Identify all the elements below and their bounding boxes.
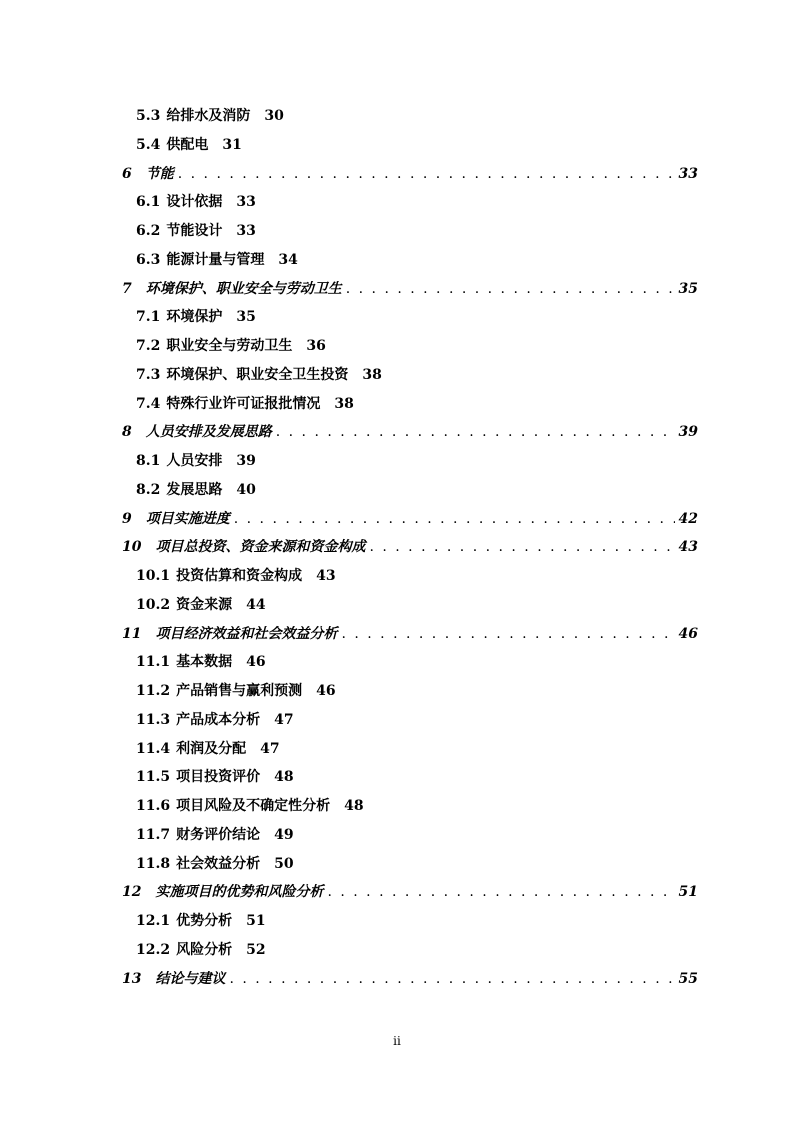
toc-entry-title: 基本数据	[176, 654, 233, 671]
dot-leader	[346, 278, 675, 300]
dot-leader	[234, 508, 675, 530]
toc-entry-number: 10.1	[136, 568, 171, 584]
toc-entry-page: 52	[246, 941, 266, 958]
toc-section-entry[interactable]	[136, 594, 266, 616]
toc-section-entry[interactable]	[136, 824, 294, 846]
dot-leader	[369, 536, 674, 558]
toc-section-entry[interactable]	[136, 191, 256, 213]
toc-entry-page: 34	[278, 251, 298, 268]
toc-entry-title: 产品成本分析	[176, 711, 261, 728]
toc-entry-page: 35	[678, 280, 698, 297]
toc-entry-number: 6.3	[136, 251, 161, 268]
toc-entry-number: 6	[122, 165, 132, 182]
toc-entry-title: 项目投资评价	[176, 769, 261, 786]
toc-entry-title: 结论与建议	[155, 970, 226, 987]
toc-section-entry[interactable]	[136, 651, 266, 673]
toc-section-entry[interactable]	[136, 306, 256, 328]
toc-chapter-entry[interactable]	[122, 881, 698, 903]
toc-entry-number: 11	[122, 625, 142, 642]
toc-entry-number: 10	[122, 539, 142, 556]
dot-leader	[327, 881, 674, 903]
toc-entry-page: 33	[678, 165, 698, 182]
toc-entry-page: 30	[264, 108, 284, 124]
toc-entry-title: 财务评价结论	[176, 826, 261, 843]
toc-entry-title: 给排水及消防	[166, 108, 251, 124]
toc-chapter-entry[interactable]	[122, 536, 698, 558]
toc-entry-page: 42	[678, 510, 698, 527]
toc-chapter-entry[interactable]	[122, 278, 698, 300]
toc-entry-page: 35	[236, 309, 256, 326]
toc-section-entry[interactable]	[136, 105, 284, 127]
toc-entry-title: 环境保护	[166, 309, 223, 326]
toc-entry-number: 11.5	[136, 769, 171, 786]
toc-section-entry[interactable]	[136, 565, 336, 587]
toc-section-entry[interactable]	[136, 766, 294, 788]
toc-entry-page: 33	[236, 194, 256, 211]
toc-entry-number: 11.3	[136, 711, 171, 728]
toc-entry-title: 人员安排	[166, 453, 223, 469]
toc-entry-page: 43	[316, 568, 336, 584]
toc-entry-page: 39	[236, 453, 256, 469]
toc-entry-title: 人员安排及发展思路	[145, 424, 272, 441]
toc-entry-title: 实施项目的优势和风险分析	[155, 884, 324, 901]
toc-entry-page: 49	[274, 826, 294, 843]
toc-entry-title: 供配电	[166, 136, 209, 153]
toc-entry-page: 36	[306, 338, 326, 354]
toc-entry-page: 47	[260, 740, 280, 757]
toc-entry-title: 特殊行业许可证报批情况	[166, 395, 321, 412]
toc-entry-number: 9	[122, 510, 132, 527]
toc-entry-title: 设计依据	[166, 194, 223, 211]
toc-entry-title: 利润及分配	[176, 740, 247, 757]
toc-entry-number: 11.4	[136, 740, 171, 757]
toc-section-entry[interactable]	[136, 220, 256, 242]
toc-chapter-entry[interactable]	[122, 421, 698, 443]
toc-section-entry[interactable]	[136, 709, 294, 731]
toc-entry-page: 31	[222, 136, 242, 153]
toc-entry-page: 46	[316, 683, 336, 699]
toc-section-entry[interactable]	[136, 249, 298, 271]
toc-entry-title: 投资估算和资金构成	[176, 568, 303, 584]
toc-entry-number: 12.2	[136, 941, 171, 958]
toc-entry-title: 社会效益分析	[176, 855, 261, 872]
dot-leader	[341, 623, 674, 645]
toc-entry-title: 项目总投资、资金来源和资金构成	[155, 539, 366, 556]
toc-entry-number: 5.3	[136, 108, 161, 124]
toc-chapter-entry[interactable]	[122, 968, 698, 990]
toc-entry-page: 51	[246, 913, 266, 929]
toc-section-entry[interactable]	[136, 910, 266, 932]
toc-section-entry[interactable]	[136, 479, 256, 501]
toc-entry-page: 38	[334, 395, 354, 412]
toc-entry-number: 6.1	[136, 194, 161, 211]
toc-entry-page: 38	[362, 366, 382, 383]
toc-section-entry[interactable]	[136, 393, 354, 415]
toc-entry-page: 44	[246, 596, 266, 613]
toc-entry-page: 39	[678, 424, 698, 441]
toc-section-entry[interactable]	[136, 738, 280, 760]
toc-entry-number: 6.2	[136, 223, 161, 239]
toc-entry-page: 50	[274, 855, 294, 872]
dot-leader	[229, 968, 674, 990]
page-number: ii	[393, 1034, 401, 1048]
toc-entry-page: 46	[246, 654, 266, 671]
toc-entry-page: 48	[344, 798, 364, 814]
toc-entry-number: 12	[122, 884, 142, 901]
toc-entry-number: 13	[122, 970, 142, 987]
toc-entry-number: 11.1	[136, 654, 171, 671]
toc-chapter-entry[interactable]	[122, 508, 698, 530]
dot-leader	[178, 163, 675, 185]
toc-entry-page: 55	[678, 970, 698, 987]
toc-chapter-entry[interactable]	[122, 163, 698, 185]
toc-entry-number: 8.1	[136, 453, 161, 469]
toc-entry-page: 43	[678, 539, 698, 556]
toc-section-entry[interactable]	[136, 939, 266, 961]
toc-entry-title: 环境保护、职业安全与劳动卫生	[145, 280, 342, 297]
toc-entry-title: 风险分析	[176, 941, 233, 958]
toc-entry-number: 11.6	[136, 798, 171, 814]
toc-entry-number: 7.3	[136, 366, 161, 383]
toc-entry-title: 环境保护、职业安全卫生投资	[166, 366, 349, 383]
dot-leader	[276, 421, 675, 443]
toc-entry-title: 优势分析	[176, 913, 233, 929]
toc-section-entry[interactable]	[136, 853, 294, 875]
toc-entry-number: 7.1	[136, 309, 161, 326]
toc-entry-number: 11.2	[136, 683, 171, 699]
toc-entry-title: 资金来源	[176, 596, 233, 613]
toc-section-entry[interactable]	[136, 795, 364, 817]
toc-entry-title: 项目风险及不确定性分析	[176, 798, 331, 814]
toc-entry-number: 8	[122, 424, 132, 441]
toc-entry-page: 47	[274, 711, 294, 728]
toc-entry-number: 10.2	[136, 596, 171, 613]
toc-section-entry[interactable]	[136, 134, 242, 156]
toc-section-entry[interactable]	[136, 680, 336, 702]
toc-entry-number: 7	[122, 280, 132, 297]
toc-entry-page: 46	[678, 625, 698, 642]
toc-entry-page: 33	[236, 223, 256, 239]
toc-entry-number: 7.2	[136, 338, 161, 354]
toc-section-entry[interactable]	[136, 335, 326, 357]
toc-entry-number: 11.7	[136, 826, 171, 843]
toc-entry-number: 5.4	[136, 136, 161, 153]
toc-entry-page: 51	[678, 884, 698, 901]
toc-chapter-entry[interactable]	[122, 623, 698, 645]
toc-entry-page: 40	[236, 481, 256, 498]
toc-entry-title: 发展思路	[166, 481, 223, 498]
toc-entry-title: 职业安全与劳动卫生	[166, 338, 293, 354]
toc-section-entry[interactable]	[136, 450, 256, 472]
toc-section-entry[interactable]	[136, 364, 382, 386]
toc-entry-title: 项目经济效益和社会效益分析	[155, 625, 338, 642]
toc-entry-number: 7.4	[136, 395, 161, 412]
toc-entry-number: 11.8	[136, 855, 171, 872]
toc-entry-title: 节能设计	[166, 223, 223, 239]
toc-entry-number: 8.2	[136, 481, 161, 498]
toc-entry-title: 能源计量与管理	[166, 251, 265, 268]
toc-entry-title: 节能	[145, 165, 174, 182]
toc-entry-page: 48	[274, 769, 294, 786]
toc-entry-title: 项目实施进度	[145, 510, 230, 527]
toc-entry-title: 产品销售与赢利预测	[176, 683, 303, 699]
toc-entry-number: 12.1	[136, 913, 171, 929]
